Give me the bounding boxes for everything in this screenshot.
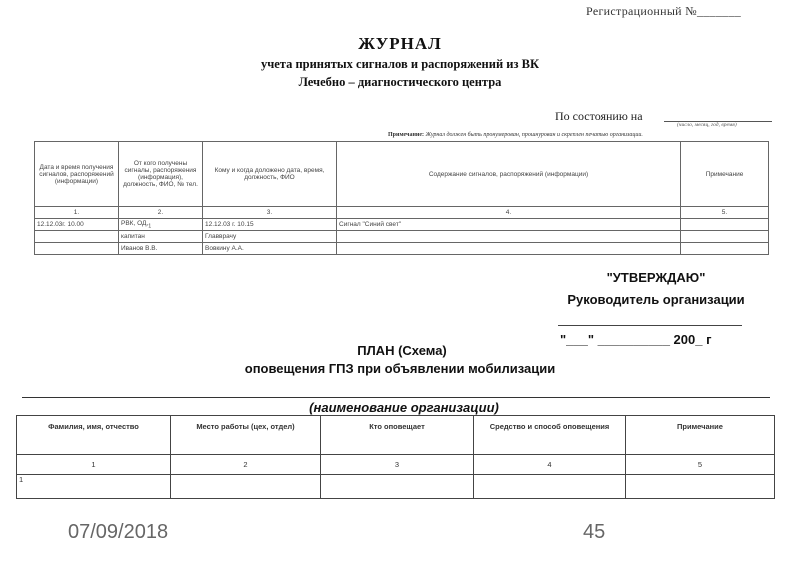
table-cell: 12.12.03г. 10.00 [35, 219, 119, 231]
subscript-mark: 1 [148, 223, 152, 230]
plan-header-row [17, 416, 775, 455]
plan-number-cell: 5 [626, 455, 775, 475]
plan-header-cell: Кто оповещает [321, 416, 474, 455]
table-cell [321, 475, 474, 499]
plan-number-cell: 1 [17, 455, 171, 475]
plan-number-row [17, 455, 775, 475]
approver-title: Руководитель организации [567, 292, 745, 307]
table-row [35, 219, 769, 231]
signature-line [558, 325, 742, 326]
table-cell [681, 219, 769, 231]
organization-caption: (наименование организации) [309, 400, 499, 415]
journal-header-cell: Кому и когда доложено дата, время, должность, ФИО [203, 142, 337, 207]
table-cell: Вовкину А.А. [203, 243, 337, 255]
table-cell: Иванов В.В. [119, 243, 203, 255]
journal-header-cell: Примечание [681, 142, 769, 207]
note-label: Примечание: [388, 132, 425, 138]
plan-number-cell: 2 [171, 455, 321, 475]
table-cell [681, 231, 769, 243]
as-of-caption: (число, месяц, год, время) [677, 122, 737, 128]
as-of-label: По состоянию на [555, 109, 643, 123]
organization-line [22, 397, 770, 398]
table-cell [681, 243, 769, 255]
journal-number-cell: 1. [35, 207, 119, 219]
plan-number-cell: 3 [321, 455, 474, 475]
journal-number-cell: 4. [337, 207, 681, 219]
plan-header-cell: Фамилия, имя, отчество [17, 416, 171, 455]
plan-header-cell: Место работы (цех, отдел) [171, 416, 321, 455]
sender-text: РВК, ОД, [121, 219, 149, 227]
table-cell: Сигнал "Синий свет" [337, 219, 681, 231]
plan-title: ПЛАН (Схема) [357, 343, 447, 358]
table-cell: Главврачу [203, 231, 337, 243]
table-cell [35, 243, 119, 255]
journal-number-row [35, 207, 769, 219]
journal-title: ЖУРНАЛ [358, 34, 442, 53]
journal-header-row [35, 142, 769, 207]
table-row [17, 475, 775, 499]
plan-header-cell: Средство и способ оповещения [474, 416, 626, 455]
journal-number-cell: 5. [681, 207, 769, 219]
journal-header-cell: Содержание сигналов, распоряжений (информации) [337, 142, 681, 207]
journal-number-cell: 2. [119, 207, 203, 219]
approve-heading: "УТВЕРЖДАЮ" [606, 270, 706, 285]
journal-note [388, 132, 643, 138]
table-cell: 12.12.03 г. 10.15 [203, 219, 337, 231]
journal-number-cell: 3. [203, 207, 337, 219]
note-text: Журнал должен быть пронумерован, прошнурован и скреплен печатью организации. [425, 132, 643, 138]
approval-date-line: "___" __________ 200_ г [560, 332, 712, 347]
registration-number: Регистрационный №_______ [586, 4, 742, 18]
table-row [35, 231, 769, 243]
footer-date: 07/09/2018 [68, 521, 169, 543]
table-row [35, 243, 769, 255]
table-cell [626, 475, 775, 499]
plan-header-cell: Примечание [626, 416, 775, 455]
table-cell: капитан [119, 231, 203, 243]
plan-subtitle: оповещения ГПЗ при объявлении мобилизации [244, 361, 556, 376]
journal-subtitle: учета принятых сигналов и распоряжений из ВК [260, 57, 540, 71]
table-cell: 1 [17, 475, 171, 499]
plan-number-cell: 4 [474, 455, 626, 475]
journal-header-cell: Дата и время получения сигналов, распоряжений (информации) [35, 142, 119, 207]
journal-table [34, 141, 769, 255]
table-cell [337, 243, 681, 255]
journal-header-cell: От кого получены сигналы, распоряжения (информация), должность, ФИО, № тел. [119, 142, 203, 207]
table-cell [337, 231, 681, 243]
page-number: 45 [583, 521, 606, 543]
table-cell [474, 475, 626, 499]
table-cell [171, 475, 321, 499]
plan-table [16, 415, 775, 499]
journal-subtitle-org: Лечебно – диагностического центра [298, 75, 502, 89]
table-cell [35, 231, 119, 243]
table-cell [119, 219, 203, 231]
